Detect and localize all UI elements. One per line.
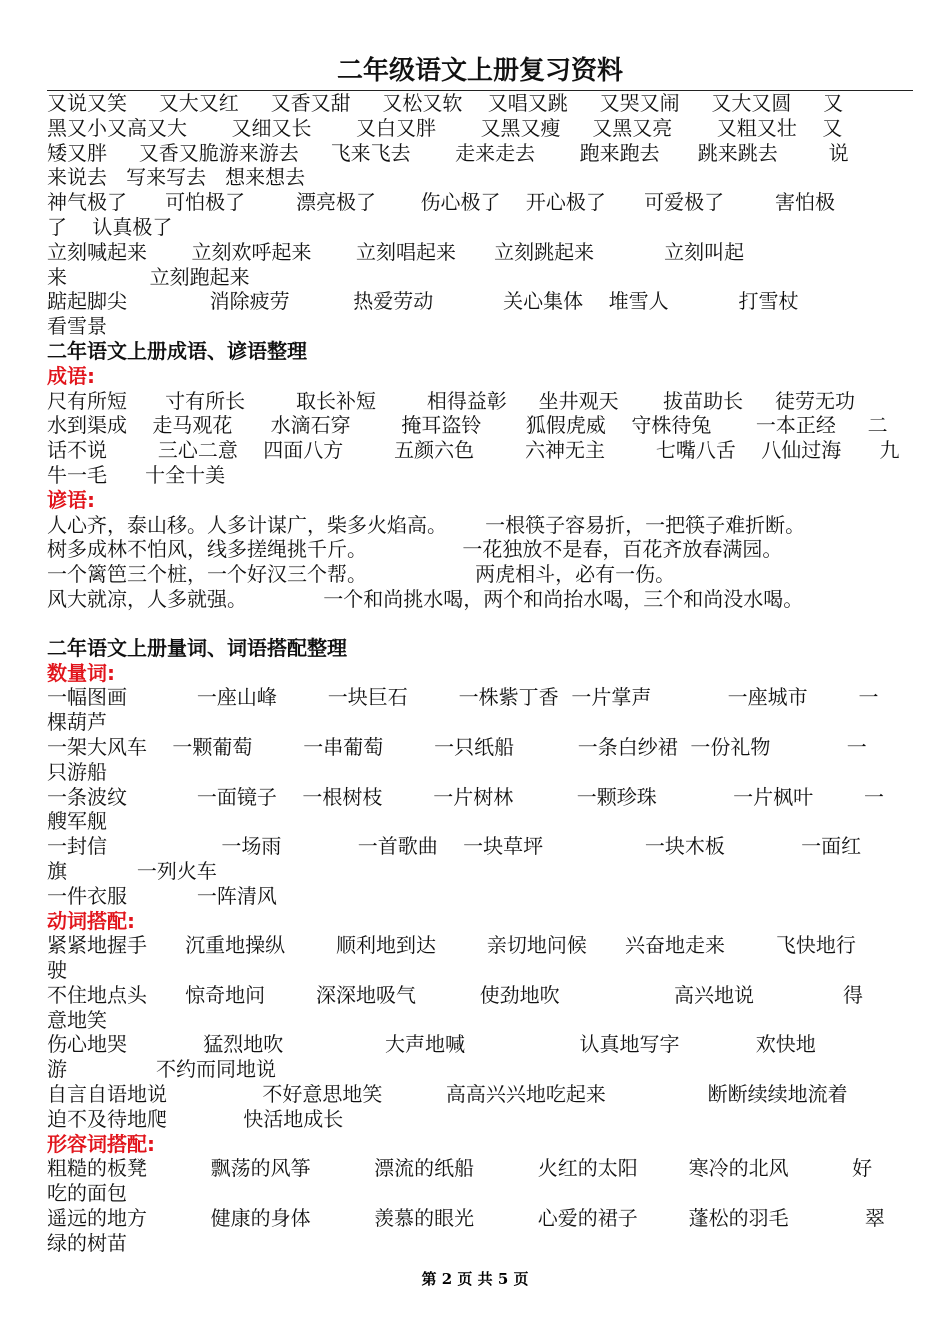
text-line: 神气极了 可怕极了 漂亮极了 伤心极了 开心极了 可爱极了 害怕极 [47,190,835,215]
section-heading: 二年语文上册量词、词语搭配整理 [47,635,347,660]
text-line: 意地笑 [47,1007,107,1032]
page-footer: 第 2 页 共 5 页 [421,1270,529,1288]
text-line: 尺有所短 寸有所长 取长补短 相得益彰 坐井观天 拔苗助长 徒劳无功 [47,388,855,413]
proverbs-label: 谚语: [47,487,95,512]
page-title: 二年级语文上册复习资料 [336,56,623,86]
text-line: 树多成林不怕风，线多搓绳挑千斤。 一花独放不是春，百花齐放春满园。 [47,537,783,562]
text-line: 粗糙的板凳 飘荡的风筝 漂流的纸船 火红的太阳 寒冷的北风 好 [47,1156,873,1181]
verb-label: 动词搭配: [47,908,135,933]
text-line: 一幅图画 一座山峰 一块巨石 一株紫丁香 一片掌声 一座城市 一 [47,685,879,710]
text-line: 遥远的地方 健康的身体 羡慕的眼光 心爱的裙子 蓬松的羽毛 翠 [47,1206,885,1231]
section-heading: 二年语文上册成语、谚语整理 [47,338,307,363]
measure-section [47,636,913,1256]
text-line: 来说去 写来写去 想来想去 [47,165,306,190]
intro-block [47,91,913,339]
section-spacer [47,612,913,636]
text-line: 看雪景 [47,314,107,339]
text-line: 只游船 [47,759,107,784]
text-line: 牛一毛 十全十美 [47,462,226,487]
text-line: 立刻喊起来 立刻欢呼起来 立刻唱起来 立刻跳起来 立刻叫起 [47,239,745,264]
text-line: 紧紧地握手 沉重地操纵 顺利地到达 亲切地问候 兴奋地走来 飞快地行 [47,933,856,958]
text-line: 人心齐，泰山移。人多计谋广，柴多火焰高。 一根筷子容易折，一把筷子难折断。 [47,512,806,537]
text-line: 话不说 三心二意 四面八方 五颜六色 六神无主 七嘴八舌 八仙过海 九 [47,438,900,463]
measure-label: 数量词: [47,660,115,685]
text-line: 风大就凉，人多就强。 一个和尚挑水喝，两个和尚抬水喝，三个和尚没水喝。 [47,586,804,611]
text-line: 绿的树苗 [47,1230,127,1255]
text-line: 一架大风车 一颗葡萄 一串葡萄 一只纸船 一条白纱裙 一份礼物 一 [47,734,867,759]
idioms-section [47,339,913,612]
idioms-label: 成语: [47,363,95,388]
text-line: 踮起脚尖 消除疲劳 热爱劳动 关心集体 堆雪人 打雪杖 [47,289,799,314]
text-line: 一件衣服 一阵清风 [47,883,277,908]
document-page [47,52,913,1256]
text-line: 伤心地哭 猛烈地吹 大声地喊 认真地写字 欢快地 [47,1032,816,1057]
text-line: 矮又胖 又香又脆游来游去 飞来飞去 走来走去 跑来跑去 跳来跳去 说 [47,140,849,165]
text-line: 驶 [47,958,67,983]
text-line: 一个篱笆三个桩，一个好汉三个帮。 两虎相斗，必有一伤。 [47,562,676,587]
text-line: 来 立刻跑起来 [47,264,250,289]
text-line: 了 认真极了 [47,214,173,239]
text-line: 旗 一列火车 [47,858,217,883]
text-line: 一条波纹 一面镜子 一根树枝 一片树林 一颗珍珠 一片枫叶 一 [47,784,884,809]
text-line: 吃的面包 [47,1181,127,1206]
text-line: 又说又笑 又大又红 又香又甜 又松又软 又唱又跳 又哭又闹 又大又圆 又 [47,91,844,115]
text-line: 艘军舰 [47,809,107,834]
text-line: 水到渠成 走马观花 水滴石穿 掩耳盗铃 狐假虎威 守株待兔 一本正经 二 [47,413,888,438]
text-line: 迫不及待地爬 快活地成长 [47,1106,344,1131]
text-line: 自言自语地说 不好意思地笑 高高兴兴地吃起来 断断续续地流着 [47,1082,848,1107]
text-line: 游 不约而同地说 [47,1057,277,1082]
text-line: 棵葫芦 [47,710,107,735]
adjective-label: 形容词搭配: [47,1131,155,1156]
text-line: 黑又小又高又大 又细又长 又白又胖 又黑又瘦 又黑又亮 又粗又壮 又 [47,115,843,140]
text-line: 一封信 一场雨 一首歌曲 一块草坪 一块木板 一面红 [47,834,862,859]
text-line: 不住地点头 惊奇地问 深深地吸气 使劲地吹 高兴地说 得 [47,982,864,1007]
